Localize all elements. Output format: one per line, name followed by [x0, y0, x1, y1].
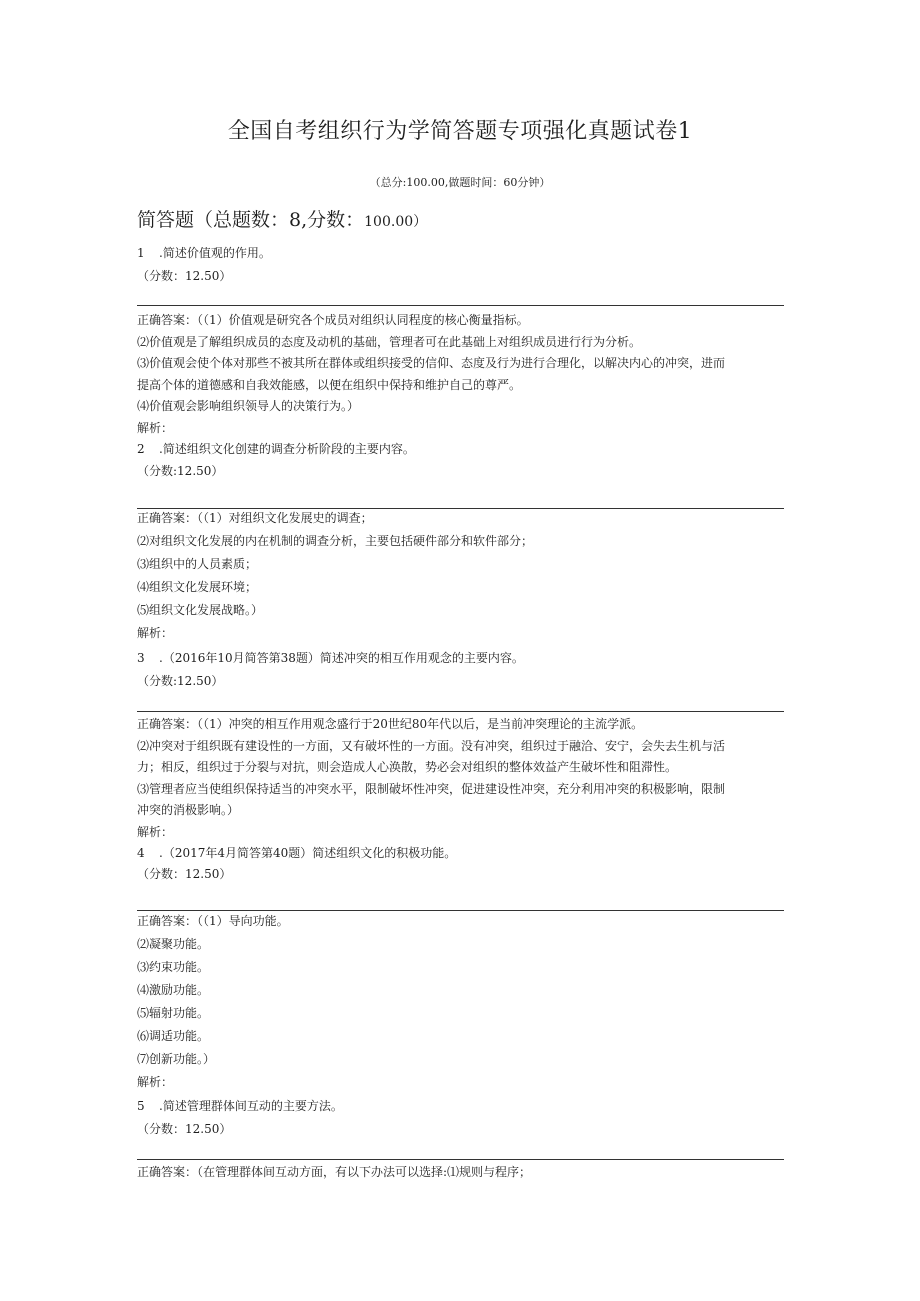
question-score: （分数:12.50） — [137, 464, 224, 478]
analysis-label: 解析： — [137, 421, 174, 435]
section-points: 100.00） — [364, 214, 428, 230]
question-score: （分数:12.50） — [137, 674, 224, 688]
question-number: 1 — [137, 246, 145, 260]
document-title: 全国自考组织行为学简答题专项强化真题试卷1 — [227, 119, 693, 144]
question-text: .（2016年10月简答第38题）简述冲突的相互作用观念的主要内容。 — [159, 651, 524, 665]
question-number: 4 — [137, 846, 145, 860]
answer-divider — [137, 910, 784, 911]
section-heading-text: 简答题（总题数：8,分数： — [137, 209, 365, 231]
answer-divider — [137, 711, 784, 712]
answer-line: ⑶价值观会使个体对那些不被其所在群体或组织接受的信仰、态度及行为进行合理化，以解决内心的冲突，进而 — [137, 356, 726, 370]
answer-line: 正确答案：（（1）冲突的相互作用观念盛行于20世纪80年代以后，是当前冲突理论的主流学派。 — [137, 717, 644, 731]
answer-line: ⑷激励功能。 — [137, 983, 210, 997]
question-text: .（2017年4月简答第40题）简述组织文化的积极功能。 — [159, 846, 457, 860]
answer-line: ⑸辐射功能。 — [137, 1006, 210, 1020]
analysis-label: 解析： — [137, 825, 174, 839]
question-5 — [137, 1098, 343, 1114]
answer-divider — [137, 305, 784, 306]
answer-line: ⑺创新功能。） — [137, 1052, 216, 1066]
answer-line: ⑶组织中的人员素质； — [137, 557, 258, 571]
answer-line: 正确答案：（（1）价值观是研究各个成员对组织认同程度的核心衡量指标。 — [137, 313, 529, 327]
question-2 — [137, 441, 415, 457]
question-text: .简述价值观的作用。 — [159, 246, 271, 260]
question-text: .简述管理群体间互动的主要方法。 — [159, 1099, 343, 1113]
analysis-label: 解析： — [137, 1075, 174, 1089]
question-number: 2 — [137, 442, 145, 456]
answer-line: ⑸组织文化发展战略。） — [137, 603, 264, 617]
answer-line: ⑵价值观是了解组织成员的态度及动机的基础，管理者可在此基础上对组织成员进行行为分析。 — [137, 335, 642, 349]
answer-line: ⑹调适功能。 — [137, 1029, 210, 1043]
section-heading — [137, 207, 427, 235]
question-score: （分数：12.50） — [137, 1122, 232, 1136]
answer-line: 力；相反，组织过于分裂与对抗，则会造成人心涣散，势必会对组织的整体效益产生破坏性和阻滞性。 — [137, 760, 678, 774]
question-3 — [137, 650, 524, 666]
answer-divider — [137, 508, 784, 509]
question-text: .简述组织文化创建的调查分析阶段的主要内容。 — [159, 442, 415, 456]
question-score: （分数：12.50） — [137, 269, 232, 283]
question-number: 3 — [137, 651, 145, 665]
answer-line: ⑵冲突对于组织既有建设性的一方面，又有破坏性的一方面。没有冲突，组织过于融洽、安宁，会失去生机与活 — [137, 739, 726, 753]
question-score: （分数：12.50） — [137, 867, 232, 881]
answer-line: ⑷价值观会影响组织领导人的决策行为。） — [137, 399, 360, 413]
answer-line: 正确答案：（（1）导向功能。 — [137, 914, 289, 928]
analysis-label: 解析： — [137, 626, 174, 640]
answer-line: ⑵凝聚功能。 — [137, 937, 210, 951]
answer-line: 正确答案：（（1）对组织文化发展史的调查； — [137, 511, 373, 525]
exam-meta: （总分:100.00,做题时间：60分钟） — [369, 176, 551, 189]
question-1 — [137, 245, 271, 261]
answer-line: 提高个体的道德感和自我效能感，以便在组织中保持和维护自己的尊严。 — [137, 378, 522, 392]
answer-line: ⑵对组织文化发展的内在机制的调查分析，主要包括硬件部分和软件部分； — [137, 534, 534, 548]
answer-line: 正确答案：（在管理群体间互动方面，有以下办法可以选择:⑴规则与程序； — [137, 1165, 532, 1179]
answer-line: ⑷组织文化发展环境； — [137, 580, 258, 594]
answer-line: ⑶约束功能。 — [137, 960, 210, 974]
answer-divider — [137, 1159, 784, 1160]
answer-line: 冲突的消极影响。） — [137, 803, 240, 817]
answer-line: ⑶管理者应当使组织保持适当的冲突水平，限制破坏性冲突，促进建设性冲突，充分利用冲突的积极影响，限制 — [137, 782, 726, 796]
question-number: 5 — [137, 1099, 145, 1113]
question-4 — [137, 845, 456, 861]
